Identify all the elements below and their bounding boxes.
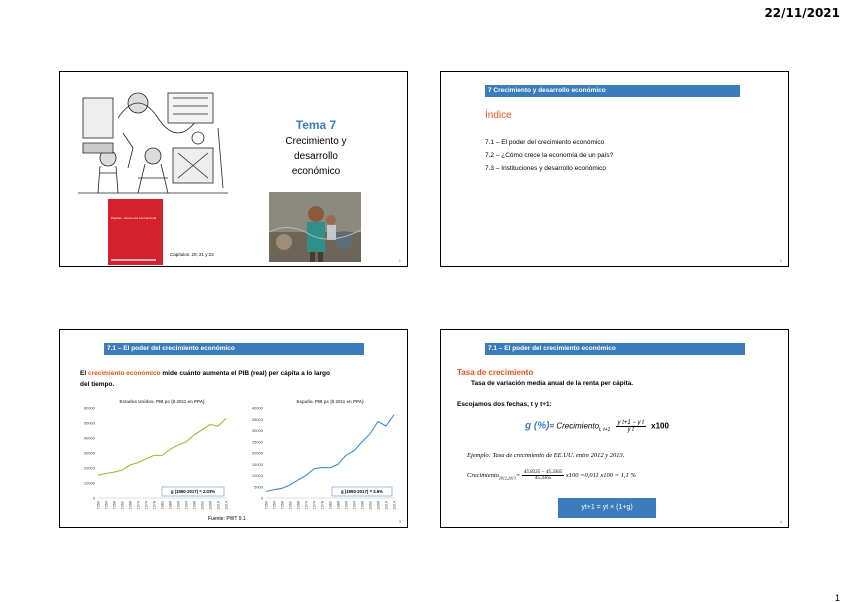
slide-header: 7 Crecimiento y desarrollo económico <box>485 85 740 97</box>
growth-formula <box>525 420 669 433</box>
x-tick-label: 1990 <box>344 501 349 510</box>
x-tick-label: 2006 <box>376 501 381 510</box>
x-tick-label: 1950 <box>264 501 269 510</box>
formula-mid: = Crecimiento <box>549 421 600 431</box>
formula-g: g (%) <box>525 420 550 432</box>
y-tick-label: 35000 <box>251 416 263 422</box>
calc-result: x100 =0,011 x100 = 1,1 % <box>565 471 636 479</box>
chart-usa-gdp <box>70 396 230 526</box>
y-tick-label: 40000 <box>251 405 263 411</box>
x-tick-label: 1966 <box>128 501 133 510</box>
text-post: mide cuánto aumenta el PIB (real) per cápita a lo largo <box>160 370 330 377</box>
example-text: Ejemplo: Tasa de crecimiento de EE.UU. entre 2012 y 2013. <box>467 452 625 459</box>
annotation-label: g (1950-2017) = 2.03% <box>170 489 216 494</box>
chart-title: España. PIB pc ($ 2011 en PPA) <box>296 399 364 404</box>
formula-den: y t <box>627 427 634 433</box>
slide-title: Tema 7 <box>295 118 337 132</box>
y-tick-label: 30000 <box>83 450 95 456</box>
index-item: 7.2 – ¿Cómo crece la economía de un país? <box>485 152 614 159</box>
y-tick-label: 50000 <box>83 420 95 426</box>
x-tick-label: 2014 <box>224 501 229 510</box>
x-tick-label: 1982 <box>160 501 165 510</box>
slide-number: 4 <box>779 519 782 524</box>
x-tick-label: 1994 <box>184 501 189 510</box>
x-tick-label: 1998 <box>360 501 365 510</box>
text-highlight: crecimiento económico <box>87 370 161 377</box>
date-label: 22/11/2021 <box>764 6 840 20</box>
slide-number: 3 <box>398 519 401 524</box>
book-title: Papeles · Economía Internacional <box>111 216 157 220</box>
x-tick-label: 1978 <box>152 501 157 510</box>
page-number: 1 <box>834 593 840 603</box>
slide-number: 1 <box>398 258 401 263</box>
calc-label: Crecimiento <box>467 471 499 479</box>
calc-sub: 2012,2013 <box>498 475 516 481</box>
index-title: Índice <box>485 110 512 121</box>
x-tick-label: 2002 <box>200 501 205 510</box>
slide-number: 2 <box>779 258 782 263</box>
x-tick-label: 1954 <box>104 501 109 510</box>
series-line <box>98 419 226 476</box>
subtitle-line-1: Crecimiento y <box>285 136 347 147</box>
formula-fraction <box>616 420 646 433</box>
series-line <box>266 415 394 492</box>
x-tick-label: 1962 <box>120 501 125 510</box>
engraving-illustration <box>78 78 228 198</box>
book-stripe <box>111 259 156 261</box>
x-tick-label: 2010 <box>216 501 221 510</box>
calc-fraction <box>522 470 564 481</box>
y-tick-label: 30000 <box>251 428 263 433</box>
x-tick-label: 1990 <box>176 501 181 510</box>
y-tick-label: 0 <box>92 495 95 501</box>
formula-box: yt+1 = yt × (1+g) <box>558 498 656 518</box>
slide-header: 7.1 – El poder del crecimiento económico <box>485 343 745 355</box>
formula-sub: t, t+1 <box>599 427 611 434</box>
formula-num: y t+1 − y t <box>617 420 644 426</box>
formula-tail: x100 <box>651 421 669 431</box>
child-photo <box>269 192 361 262</box>
text-pre: El <box>80 370 88 377</box>
y-tick-label: 5000 <box>254 484 263 490</box>
y-tick-label: 15000 <box>251 461 263 467</box>
x-tick-label: 1954 <box>272 501 277 510</box>
x-tick-label: 1958 <box>280 501 285 510</box>
y-tick-label: 25000 <box>251 439 263 445</box>
slide-subtitle <box>260 134 372 179</box>
index-item: 7.1 – El poder del crecimiento económico <box>485 139 605 146</box>
subtitle-line-2: desarrollo <box>294 151 338 162</box>
x-tick-label: 1998 <box>192 501 197 510</box>
x-tick-label: 2006 <box>208 501 213 510</box>
slide-1 <box>59 71 408 267</box>
x-tick-label: 1950 <box>96 501 101 510</box>
y-tick-label: 10000 <box>83 480 95 486</box>
y-tick-label: 10000 <box>251 473 263 478</box>
x-tick-label: 2010 <box>384 501 389 510</box>
x-tick-label: 1986 <box>336 501 341 510</box>
choose-dates-text: Escojamos dos fechas, t y t+1: <box>457 401 552 408</box>
slide-4 <box>440 329 789 528</box>
slide-body-text <box>80 368 400 390</box>
slide-2 <box>440 71 789 267</box>
x-tick-label: 2002 <box>368 501 373 510</box>
x-tick-label: 1982 <box>328 501 333 510</box>
x-tick-label: 1986 <box>168 501 173 510</box>
y-tick-label: 0 <box>260 495 263 501</box>
slide-3 <box>59 329 408 528</box>
text-line-2: del tiempo. <box>80 381 115 388</box>
rate-title: Tasa de crecimiento <box>457 368 534 377</box>
chart-spain-gdp <box>238 396 398 526</box>
subtitle-line-3: económico <box>291 166 341 177</box>
calc-num: 45.8335 − 45.3365 <box>523 470 563 475</box>
book-cover <box>108 199 163 265</box>
x-tick-label: 1958 <box>112 501 117 510</box>
y-tick-label: 20000 <box>251 450 263 456</box>
chapters-text: Capítulos: 20, 21 y 22 <box>170 252 214 257</box>
x-tick-label: 1994 <box>352 501 357 510</box>
index-item: 7.3 – Instituciones y desarrollo económico <box>485 165 607 172</box>
x-tick-label: 1970 <box>136 501 141 510</box>
annotation-label: g (1950-2017) = 3.6% <box>341 489 383 494</box>
calc-formula: Crecimiento$_{2012,2013}$= $\frac{45.8335 - 45.3365}{45.3365}$ x100 =0,011 x100 = 1,1 % <box>467 470 636 481</box>
x-tick-label: 1966 <box>296 501 301 510</box>
y-tick-label: 60000 <box>83 405 95 411</box>
slide-header: 7.1 – El poder del crecimiento económico <box>104 343 364 355</box>
chart-title: Estados Unidos. PIB pc ($ 2011 en PPA) <box>119 399 205 404</box>
y-tick-label: 20000 <box>83 465 95 471</box>
x-tick-label: 1978 <box>320 501 325 510</box>
x-tick-label: 1974 <box>312 501 317 510</box>
index-list <box>485 136 613 175</box>
x-tick-label: 2014 <box>392 501 397 510</box>
x-tick-label: 1974 <box>144 501 149 510</box>
x-tick-label: 1970 <box>304 501 309 510</box>
source-text: Fuente: PWT 9.1 <box>208 516 246 522</box>
y-tick-label: 40000 <box>83 435 95 441</box>
calc-den: 45.3365 <box>534 476 552 481</box>
x-tick-label: 1962 <box>288 501 293 510</box>
rate-subtitle: Tasa de variación media anual de la renta per cápita. <box>471 380 634 387</box>
